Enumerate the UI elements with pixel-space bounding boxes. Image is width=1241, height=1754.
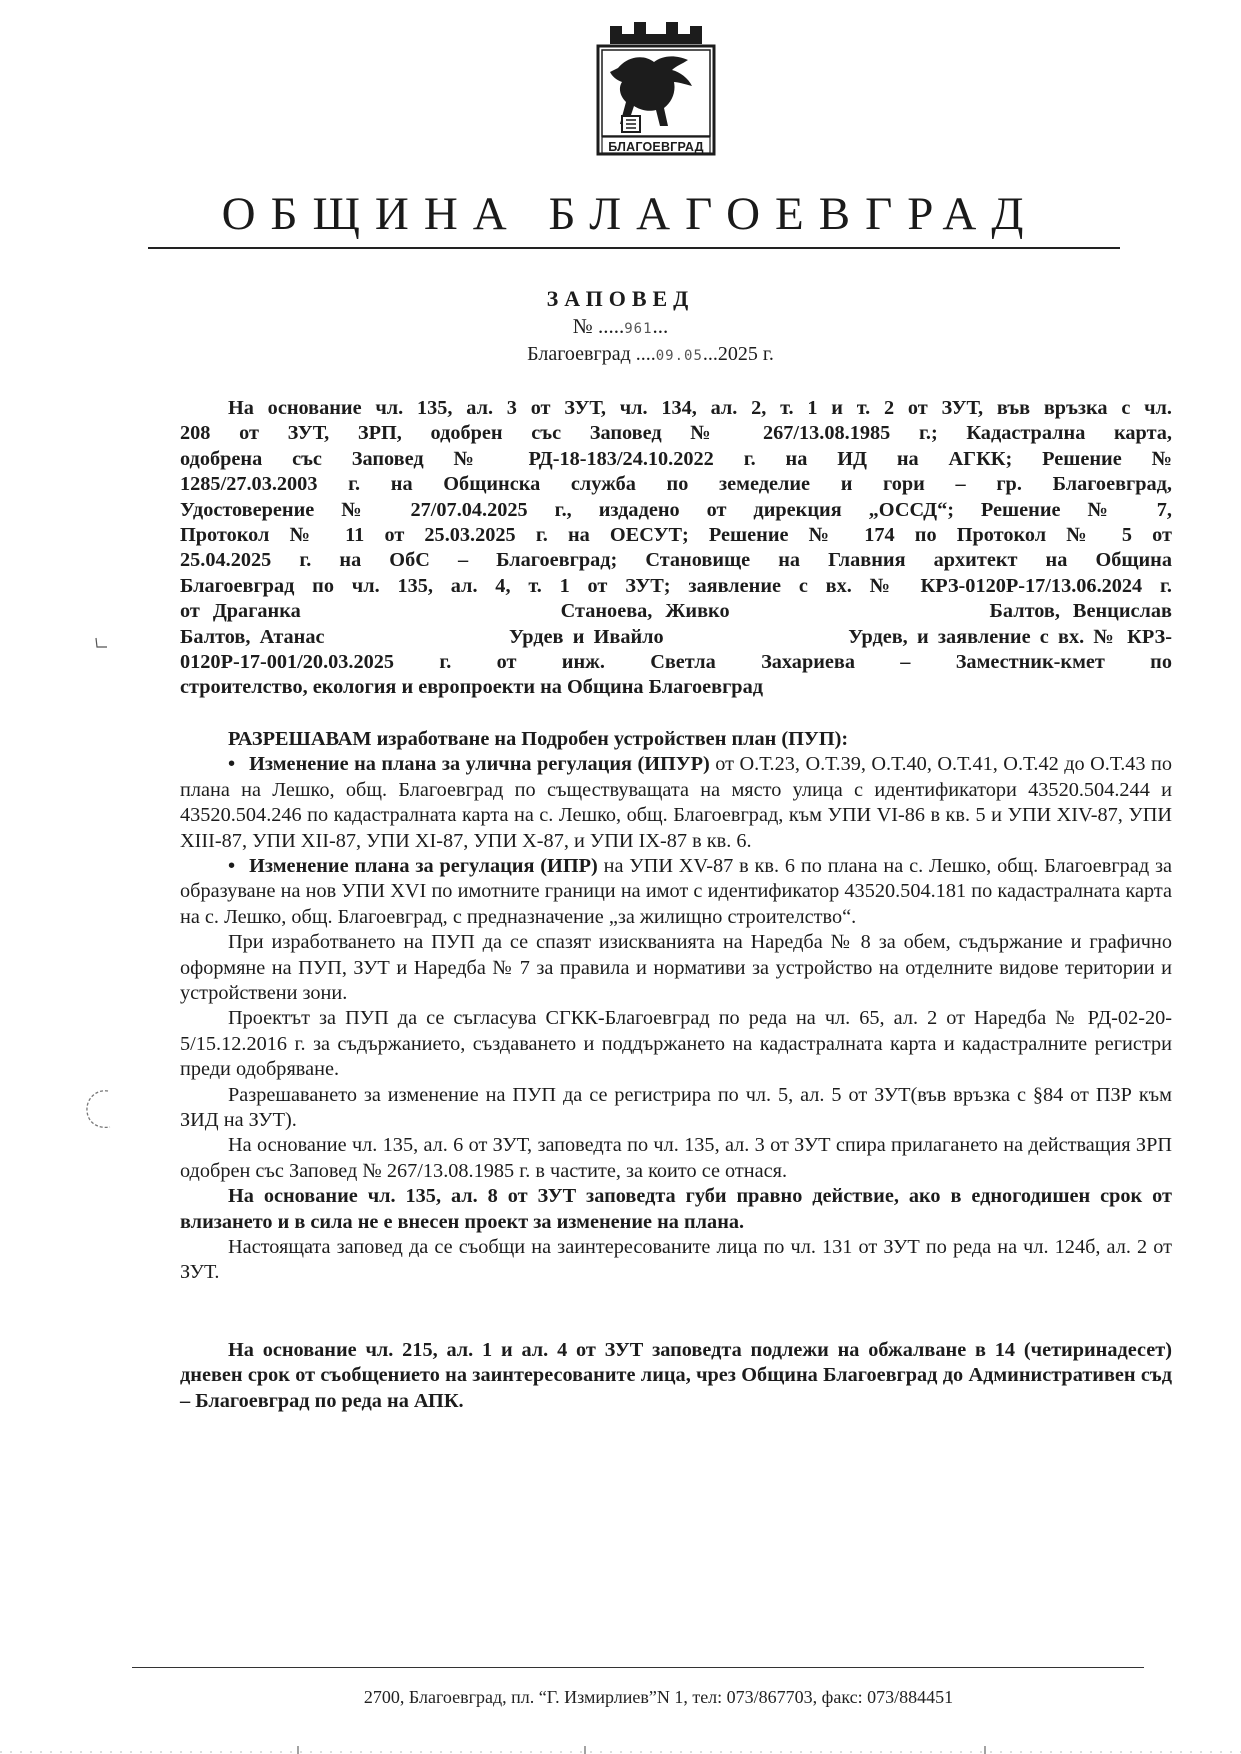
order-number-prefix: № ..... — [572, 314, 625, 338]
legal-basis-line: одобрена със Заповед № РД-18-183/24.10.2022 г. на ИД на АГКК; Решение № — [180, 447, 1172, 470]
order-number-handwritten: 961 — [624, 321, 653, 337]
agreement-paragraph: Проектът за ПУП да се съгласува СГКК-Благоевград по реда на чл. 65, ал. 2 от Наредба № РД-02-20-5/15.12.2016 г. за съдържанието, създаването и поддържането на кадастралната карта и кадастралните регистри преди одобряване. — [180, 1007, 1172, 1081]
legal-basis-last-line: строителство, екология и европроекти на Община Благоевград — [180, 676, 763, 699]
order-date-suffix: ...2025 г. — [702, 343, 774, 365]
legal-basis-line: 25.04.2025 г. на ОбС – Благоевград; Становище на Главния архитект на Община — [180, 549, 1172, 572]
bullet-item-ipr-title: Изменение плана за регулация (ИПР) — [249, 854, 598, 877]
order-title: ЗАПОВЕД — [546, 286, 695, 311]
order-date-handwritten: 09.05 — [655, 348, 703, 364]
order-body — [180, 396, 1172, 1414]
legal-basis-line: Благоевград по чл. 135, ал. 4, т. 1 от ЗУТ; заявление с вх. № КРЗ-0120Р-17/13.06.2024 г. — [180, 574, 1172, 597]
notification-paragraph: Настоящата заповед да се съобщи на заинтересованите лица по чл. 131 от ЗУТ по реда на чл. 124б, ал. 2 от ЗУТ. — [180, 1236, 1172, 1284]
legal-basis-paragraph — [180, 396, 1172, 701]
permit-heading: РАЗРЕШАВАМ изработване на Подробен устройствен план (ПУП): — [228, 727, 849, 750]
expiry-paragraph: На основание чл. 135, ал. 8 от ЗУТ заповедта губи правно действие, ако в едногодишен срок от влизането и в сила не е внесен проект за изменение на плана. — [180, 1185, 1172, 1233]
legal-basis-line: 1285/27.03.2003 г. на Общинска служба по земеделие и гори – гр. Благоевград, — [180, 473, 1172, 496]
bullet-item-ipr — [180, 854, 1172, 930]
scan-edge-marks-icon — [0, 1744, 1241, 1754]
municipal-coat-of-arms — [588, 16, 724, 162]
bullet-item-ipur-title: Изменение на плана за улична регулация (ИПУР) — [249, 753, 710, 776]
bullet-item-ipur — [180, 752, 1172, 854]
register-paragraph: Разрешаването за изменение на ПУП да се регистрира по чл. 5, ал. 5 от ЗУТ(във връзка с §84 от ПЗР към ЗИД на ЗУТ). — [180, 1083, 1172, 1131]
legal-basis-line: На основание чл. 135, ал. 3 от ЗУТ, чл. 134, ал. 2, т. 1 и т. 2 от ЗУТ, във връзка с чл. — [228, 397, 1172, 419]
legal-basis-line: 0120Р-17-001/20.03.2025 г. от инж. Светла Захариева – Заместник-кмет по — [180, 651, 1172, 674]
requirements-paragraph: При изработването на ПУП да се спазят изискванията на Наредба № 8 за обем, съдържание и графично оформяне на ПУП, ЗУТ и Наредба № 7 за правила и нормативи за устройство на отделните видове територии и устройствени зони. — [180, 931, 1172, 1004]
order-city: Благоевград .... — [527, 343, 656, 365]
bullet-item-ipr-text: на УПИ XV-87 в кв. 6 по плана на с. Лешко, общ. Благоевград за образуване на нов УПИ XVI по имотните граници на имот с идентификатор 43520.504.181 по кадастралната карта на с. Лешко, общ. Благоевград, с предназначение „за жилищно строителство“. — [180, 854, 1172, 928]
bullet-item-ipur-text: от О.Т.23, О.Т.39, О.Т.40, О.Т.41, О.Т.42 до О.Т.43 по плана на Лешко, общ. Благоевград по съществуващата на място улица с идентификатори 43520.504.244 и 43520.504.246 по кадастралната карта на с. Лешко, общ. Благоевград, към УПИ VI-86 в кв. 5 и УПИ XIV-87, УПИ XIII-87, УПИ XII-87, УПИ XI-87, УПИ X-87, и УПИ IX-87 в кв. 6. — [180, 753, 1172, 852]
appeal-paragraph: На основание чл. 215, ал. 1 и ал. 4 от ЗУТ заповедта подлежи на обжалване в 14 (четиринадесет) дневен срок от съобщението на заинтересованите лица, чрез Община Благоевград до Административен съд – Благоевград по реда на АПК. — [180, 1338, 1172, 1412]
hole-punch-mark-icon — [82, 1085, 116, 1133]
footer-divider — [132, 1667, 1144, 1668]
bullet-icon: • — [228, 753, 236, 776]
legal-basis-line: от Драганка Станоева, Живко Балтов, Венцислав — [180, 600, 1172, 623]
header-divider — [148, 247, 1120, 249]
order-date — [0, 340, 1241, 370]
margin-mark-icon — [93, 637, 109, 649]
legal-basis-line: 208 от ЗУТ, ЗРП, одобрен със Заповед № 267/13.08.1985 г.; Кадастрална карта, — [180, 422, 1172, 445]
legal-basis-line: Балтов, Атанас Урдев и Ивайло Урдев, и заявление с вх. № КРЗ- — [180, 625, 1172, 648]
order-number — [0, 312, 1241, 343]
suspension-paragraph: На основание чл. 135, ал. 6 от ЗУТ, заповедта по чл. 135, ал. 3 от ЗУТ спира прилагането на действащия ЗРП одобрен със Заповед № 267/13.08.1985 г. в частите, за които се отнася. — [180, 1134, 1172, 1182]
crest-label: БЛАГОЕВГРАД — [608, 140, 704, 154]
municipality-title: ОБЩИНА БЛАГОЕВГРАД — [221, 188, 1039, 240]
order-number-suffix: ... — [652, 314, 669, 338]
bullet-icon: • — [228, 854, 236, 877]
legal-basis-line: Удостоверение № 27/07.04.2025 г., издадено от дирекция „ОССД“; Решение № 7, — [180, 498, 1172, 521]
legal-basis-line: Протокол № 11 от 25.03.2025 г. на ОЕСУТ; Решение № 174 по Протокол № 5 от — [180, 524, 1172, 547]
footer-address: 2700, Благоевград, пл. “Г. Измирлиев”N 1, тел: 073/867703, факс: 073/884451 — [363, 1687, 954, 1707]
